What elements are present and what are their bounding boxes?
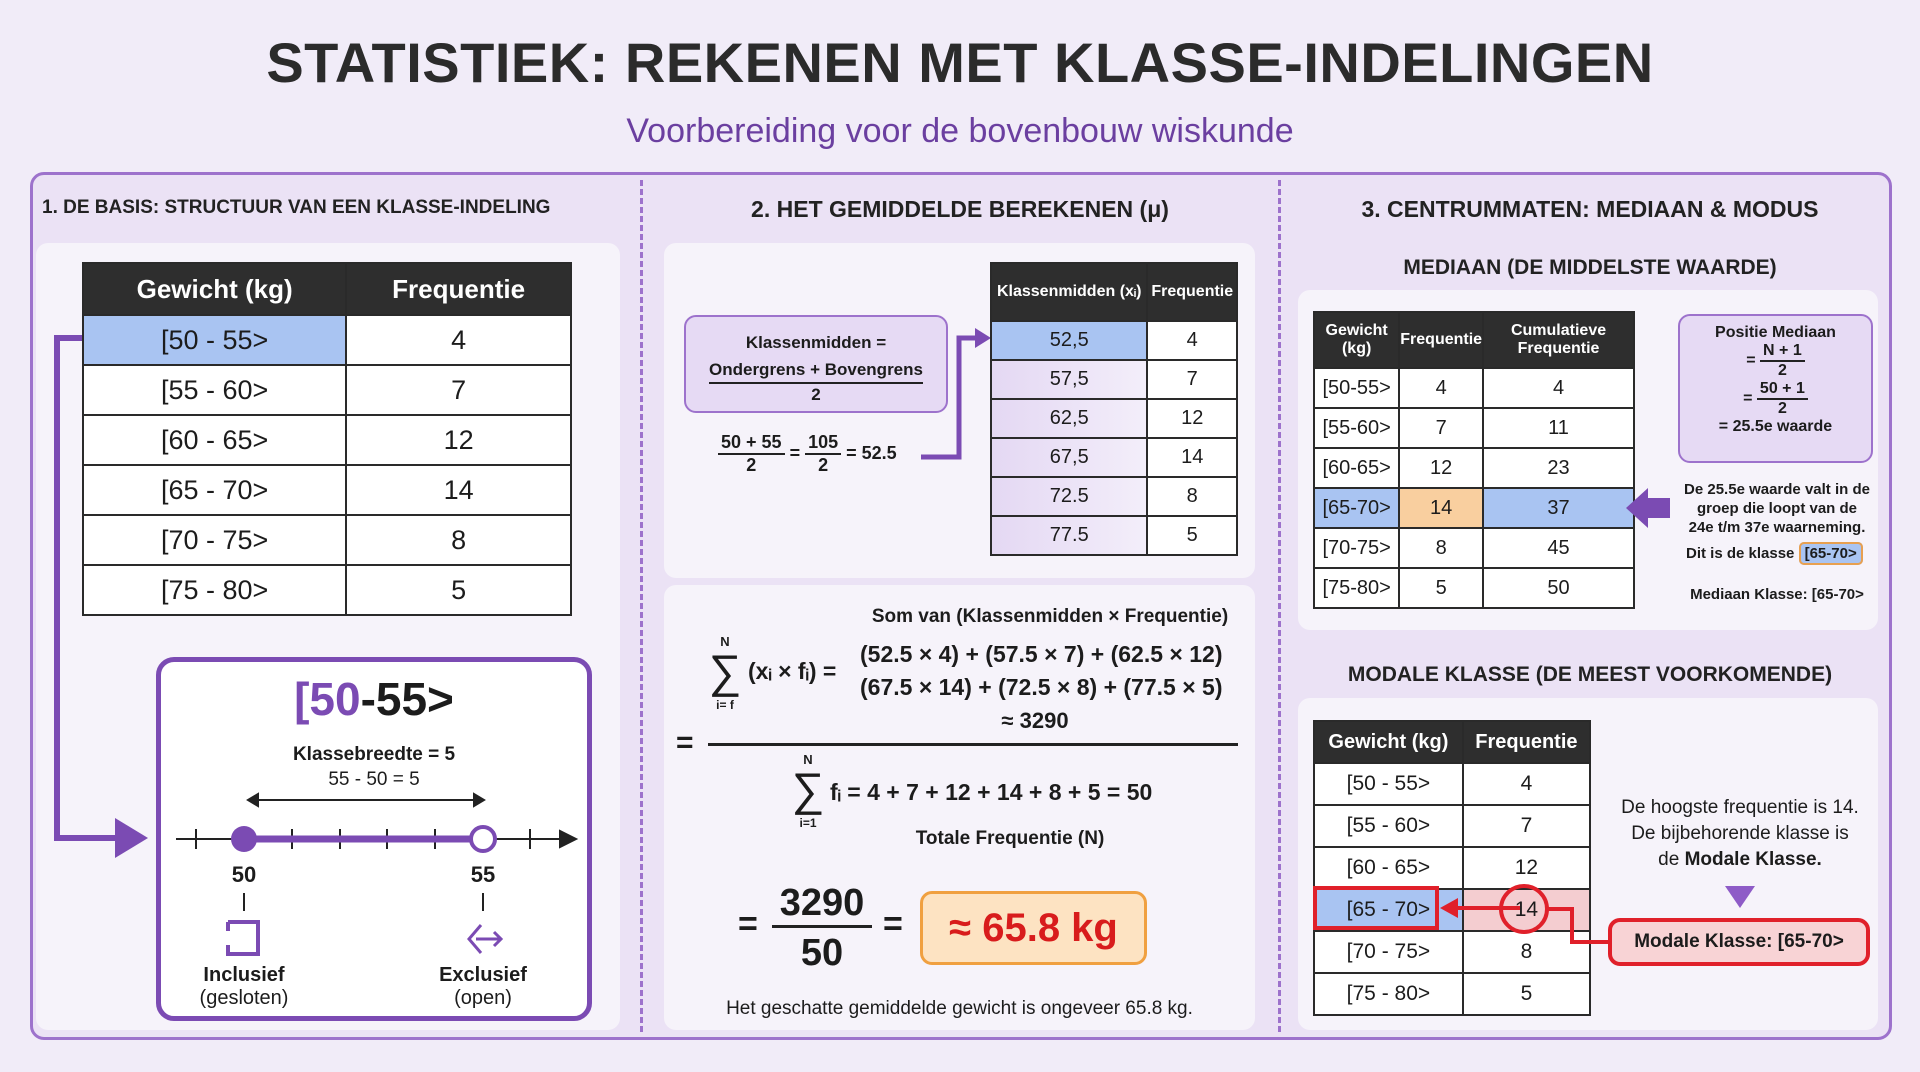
table-row [991,321,1237,360]
page-subtitle: Voorbereiding voor de bovenbouw wiskunde [626,112,1294,150]
mode-heading: MODALE KLASSE (DE MEEST VOORKOMENDE) [1347,663,1833,686]
exclusive-sub: (open) [454,987,512,1009]
tick-50: 50 [231,862,257,887]
sum-line1: (52.5 × 4) + (57.5 × 7) + (62.5 × 12) [860,641,1223,667]
upper-bound: -55> [360,673,454,725]
exclusive-label: Exclusief [439,964,527,986]
mode-explanation [1600,795,1880,873]
example-num2: 105 [805,432,841,455]
table-cell: 5 [346,565,571,615]
table-row [1314,448,1634,488]
lower-bound: 50 [309,673,361,725]
table-cell: 23 [1483,448,1634,488]
table-row [991,399,1237,438]
table-cell: [50 - 55> [83,315,346,365]
table-cell: 11 [1483,408,1634,448]
table-cell: 57,5 [991,360,1147,399]
den-upper-limit: N [803,752,813,767]
sum-label: Som van (Klassenmidden × Frequentie) [871,606,1229,627]
formula-line1: Klassenmidden = [745,333,887,352]
class-width-label: Klassebreedte = 5 [292,744,456,765]
table-cell: 7 [1147,360,1237,399]
column-header: Cumulatieve Frequentie [1483,312,1634,368]
mode-explain-prefix: de [1658,849,1680,870]
example-den1: 2 [746,455,757,475]
section3-heading: 3. CENTRUMMATEN: MEDIAAN & MODUS [1361,196,1819,222]
table-cell: 5 [1399,568,1483,608]
median-position-box: Positie Mediaan = $\frac{N + 1}{2}$ = $\frac{50 + 1}{2}$ = 25.5e waarde [1678,314,1873,463]
exclusive-arrow-icon [469,925,501,953]
table-row [1314,568,1634,608]
position-den1: 2 [1777,362,1787,379]
table-header-row [1314,312,1634,368]
table-row [1314,368,1634,408]
column-header: Frequentie [1399,312,1483,368]
table-cell: [55 - 60> [83,365,346,415]
column-header: Frequentie [1463,721,1590,763]
table-cell: 14 [346,465,571,515]
table-cell: 12 [1463,847,1590,889]
table-header-row [991,263,1237,321]
table-cell: 45 [1483,528,1634,568]
table-row [1314,528,1634,568]
mode-explain-line: De bijbehorende klasse is [1631,823,1849,844]
table-cell: 52,5 [991,321,1147,360]
table-cell: 4 [1399,368,1483,408]
closed-dot-icon [231,826,257,852]
table-cell: [70 - 75> [1314,931,1463,973]
table-cell: [75-80> [1314,568,1399,608]
median-explain-line: groep die loopt van de [1696,500,1857,517]
median-table [1313,311,1635,609]
midpoint-formula-box [684,315,948,413]
sigma-icon: ∑ [791,763,825,815]
table-cell: 14 [1399,488,1483,528]
sum-lower-limit: i= f [716,698,734,712]
median-explanation [1672,480,1882,537]
table-row [1314,408,1634,448]
table-cell: 8 [1399,528,1483,568]
table-cell: [60-65> [1314,448,1399,488]
position-result: = 25.5e waarde [1718,418,1833,435]
table-cell: [55-60> [1314,408,1399,448]
table-cell: 4 [1463,763,1590,805]
table-cell: 5 [1463,973,1590,1015]
midpoint-example: $\frac{50 + 55}{2}$ = $\frac{105}{2}$ = 52.5 [718,432,897,476]
sum-result: ≈ 3290 [1001,708,1069,733]
down-triangle-icon [1725,886,1755,908]
inclusive-sub: (gesloten) [199,987,289,1009]
final-numerator: 3290 [772,881,872,928]
table-cell: [50 - 55> [1314,763,1463,805]
median-heading: MEDIAAN (DE MIDDELSTE WAARDE) [1403,256,1777,279]
table-cell: 7 [1399,408,1483,448]
divider [640,180,643,1032]
table-cell: 67,5 [991,438,1147,477]
median-arrow-icon [1622,486,1672,530]
table-row [991,438,1237,477]
table-cell: [65 - 70> [83,465,346,515]
table-cell: 5 [1147,516,1237,555]
position-den2: 2 [1777,400,1787,417]
formula-denominator: 2 [811,385,821,404]
table-row [991,516,1237,555]
table-cell: 37 [1483,488,1634,528]
midpoint-arrow [915,320,995,470]
median-result: Mediaan Klasse: [65-70> [1690,586,1864,603]
position-title: Positie Mediaan [1715,324,1836,341]
table-cell: 12 [1399,448,1483,488]
column-header: Gewicht (kg) [83,263,346,315]
table-row [1314,488,1634,528]
table-row [991,360,1237,399]
divider [1278,180,1281,1032]
table-cell: 72.5 [991,477,1147,516]
column-header: Gewicht (kg) [1314,721,1463,763]
table-cell: 12 [346,415,571,465]
table-cell: 14 [1147,438,1237,477]
median-explain-line: 24e t/m 37e waarneming. [1688,519,1866,536]
table-cell: [60 - 65> [1314,847,1463,889]
table-cell: 4 [1147,321,1237,360]
table-cell: 8 [346,515,571,565]
den-lower-limit: i=1 [799,816,817,830]
table-cell: [75 - 80> [1314,973,1463,1015]
example-den2: 2 [818,455,829,475]
column-header: Frequentie [346,263,571,315]
mode-explain-line: De hoogste frequentie is 14. [1621,797,1859,818]
table-cell: 50 [1483,568,1634,608]
formula-numerator: Ondergrens + Bovengrens [709,358,923,384]
table-cell: [50-55> [1314,368,1399,408]
sum-line2: (67.5 × 14) + (72.5 × 8) + (77.5 × 5) [860,674,1223,700]
table-cell: 8 [1147,477,1237,516]
midpoint-table [990,262,1238,556]
position-num1: N + 1 [1760,342,1805,362]
column-header: Klassenmidden (xᵢ) [991,263,1147,321]
den-expression: fᵢ = 4 + 7 + 12 + 14 + 8 + 5 = 50 [830,779,1153,805]
example-num1: 50 + 55 [718,432,785,455]
table-cell: 4 [1483,368,1634,408]
position-num2: 50 + 1 [1757,380,1808,400]
mean-conclusion: Het geschatte gemiddelde gewicht is ongeveer 65.8 kg. [726,998,1193,1019]
bracket-open: [ [294,673,310,725]
median-explain-line: De 25.5e waarde valt in de [1684,481,1870,498]
median-class-badge: [65-70> [1799,542,1863,565]
class-width-calc: 55 - 50 = 5 [328,769,420,790]
inclusive-bracket-icon [228,922,258,954]
column-header: Gewicht (kg) [1314,312,1399,368]
sum-expression: (xᵢ × fᵢ) = [748,658,837,684]
page-title: STATISTIEK: REKENEN MET KLASSE-INDELINGEN [266,31,1654,94]
section2-heading: 2. HET GEMIDDELDE BEREKENEN (μ) [751,196,1169,222]
median-class-prefix: Dit is de klasse [1686,545,1795,562]
open-dot-icon [471,827,495,851]
equals-sign: = [676,726,694,759]
table-cell: [75 - 80> [83,565,346,615]
table-header-row [1314,721,1590,763]
inclusive-label: Inclusief [203,964,285,986]
table-cell: [70-75> [1314,528,1399,568]
table-cell: 7 [346,365,571,415]
median-class-line [1686,545,1863,562]
example-result: = 52.5 [846,442,897,463]
table-cell: 12 [1147,399,1237,438]
tick-55: 55 [470,862,496,887]
table-cell: [55 - 60> [1314,805,1463,847]
table-cell: 14 [1463,889,1590,931]
fraction-bar [708,743,1238,746]
table-cell: 62,5 [991,399,1147,438]
equals-sign: = [883,905,903,943]
table-cell: 77.5 [991,516,1147,555]
table-row [1314,763,1590,805]
table-cell: [65-70> [1314,488,1399,528]
table-row [991,477,1237,516]
table-cell: 8 [1463,931,1590,973]
table-cell: [60 - 65> [83,415,346,465]
column-header: Frequentie [1147,263,1237,321]
mode-explain-bold: Modale Klasse. [1684,849,1822,870]
sum-upper-limit: N [720,634,730,649]
section1-heading: 1. DE BASIS: STRUCTUUR VAN EEN KLASSE-INDELING [42,197,551,218]
mode-result-badge: Modale Klasse: [65-70> [1608,918,1870,966]
table-cell: 4 [346,315,571,365]
den-label: Totale Frequentie (N) [915,828,1105,849]
table-row [1314,805,1590,847]
mean-result-badge: ≈ 65.8 kg [920,891,1147,965]
table-cell: [65 - 70> [1314,889,1463,931]
final-denominator: 50 [800,932,844,974]
equals-sign: = [738,905,758,943]
table-cell: [70 - 75> [83,515,346,565]
table-cell: 7 [1463,805,1590,847]
sigma-icon: ∑ [708,645,742,697]
